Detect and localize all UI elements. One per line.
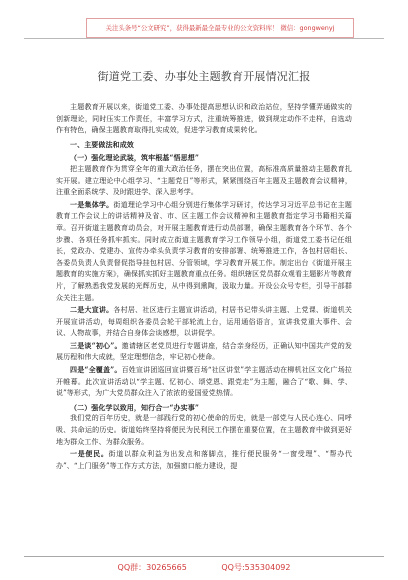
paragraph-lead: 三是谈“初心”。	[70, 340, 122, 350]
paragraph-text: 街道以群众利益为出发点和落脚点，推行便民服务“一窗受理”、“帮办代办”、“上门服务”等工作方式方法，加强窗口能力建设，提	[56, 450, 353, 470]
body-paragraph	[56, 304, 352, 340]
paragraph-text: 主题教育开展以来，街道党工委、办事处提高思想认识和政治站位，坚持学懂弄通做实的创新理论，同时压实工作责任，丰富学习方式，注重统筹推进，做到规定动作不走样，自选动作有特色，确保主题教育取得扎实成效，促进学习教育成果转化。	[56, 103, 352, 135]
paragraph-text: 百姓宣讲团巡回宣讲暨百场“社区讲堂”学主题活动在柳机社区文化广场拉开帷幕。此次宣讲活动以“学主题、忆初心、颂党恩、跟党走”为主题，融合了“歌、舞、学、说”等形式，为广大党员群众注入了浓浓的爱国爱党热情。	[56, 366, 352, 398]
body-paragraph	[56, 448, 352, 472]
footer-qq-group: QQ群：30265665	[117, 563, 187, 572]
paragraph-text: 把主题教育作为贯穿全年的重大政治任务，摆在突出位置，高标准高质量推动主题教育扎实开展。建立理论中心组学习、“主题党日”等形式，紧紧围绕百年主题及主题教育会议精神，注重全面系统学、及时跟进学、深入思考学。	[56, 164, 352, 197]
body-paragraph	[56, 164, 352, 199]
paragraph-text: 各村居、社区进行主题宣讲活动，村居书记带头讲主题、上党课、街道机关开展宣讲活动，每周组织各委员会轮干部轮流上台，运用通俗语言，宣讲我党重大事件、会议、人物故事，并结合自身体会谈感想，以讲促学。	[56, 306, 352, 338]
paragraph-lead: 一是便民。	[70, 449, 109, 459]
footer-divider	[24, 556, 384, 557]
document-body	[56, 102, 352, 472]
section-heading	[56, 152, 352, 164]
body-paragraph	[56, 340, 352, 364]
paragraph-text: 邀请辖区老党员进行专题讲座，结合亲身经历，正确认知中国共产党的发展历程和伟大成就，坚定理想信念，牢记初心使命。	[56, 341, 353, 362]
paragraph-text: 一、主要做法和成效	[70, 139, 134, 149]
paragraph-lead: 一是集体学。	[70, 199, 114, 209]
body-paragraph	[56, 102, 352, 137]
section-heading	[56, 402, 352, 414]
paragraph-text: （二）强化学以致用，知行合一“办实事”	[70, 402, 199, 412]
body-paragraph	[56, 364, 352, 400]
promo-banner: 关注头条号“公文研究”，获得最新最全最专业的公文资料库！ 微信：gongwenyj	[86, 18, 354, 38]
paragraph-lead: 二是大宣讲。	[70, 305, 114, 315]
body-paragraph	[56, 413, 352, 448]
paragraph-text: 街道理论学习中心组分别进行集体学习研讨，传达学习习近平总书记在主题教育工作会议上的讲话精神及省、市、区主题工作会议精神和主题教育指定学习书籍相关篇章。召开街道主题教育动员会，对开展主题教育进行动员部署，确保主题教育各个环节、各个步骤、各项任务抓牢抓实。同时成立街道主题教育学习工作领导小组，街道党工委书记任组长，党政办、党建办、宣传办牵头负责学习教育的安排部署、统筹推进工作，各包村居组长、各委员负责人负责督促指导挂包村居、分管领域，学习教育开展工作。制定出台《街道开展主题教育的实施方案》，确保抓实抓好主题教育重点任务。组织辖区党员群众观看主题影片等教育片，了解熟悉我党发展的光辉历史，从中得到熏陶，汲取力量。开设公众号专栏，引导干部群众关注主题。	[56, 200, 352, 302]
paragraph-lead: 四是“全覆盖”。	[70, 365, 122, 375]
footer-qq-number: QQ号:535304092	[221, 563, 291, 572]
header-divider	[24, 38, 384, 39]
body-paragraph	[56, 199, 352, 304]
footer	[0, 562, 408, 573]
document-title: 街道党工委、办事处主题教育开展情况汇报	[97, 70, 311, 83]
paragraph-text: （一）强化理论武装，筑牢根基“悟思想”	[70, 153, 199, 163]
section-heading	[56, 139, 352, 151]
paragraph-text: 我们党的百年历史，就是一部践行党的初心使命的历史，就是一部党与人民心连心、同呼吸、共命运的历史。街道始终坚持将便民为民利民工作摆在重要位置，在主题教育中做到更好地为群众工作、为群众服务。	[56, 414, 352, 446]
